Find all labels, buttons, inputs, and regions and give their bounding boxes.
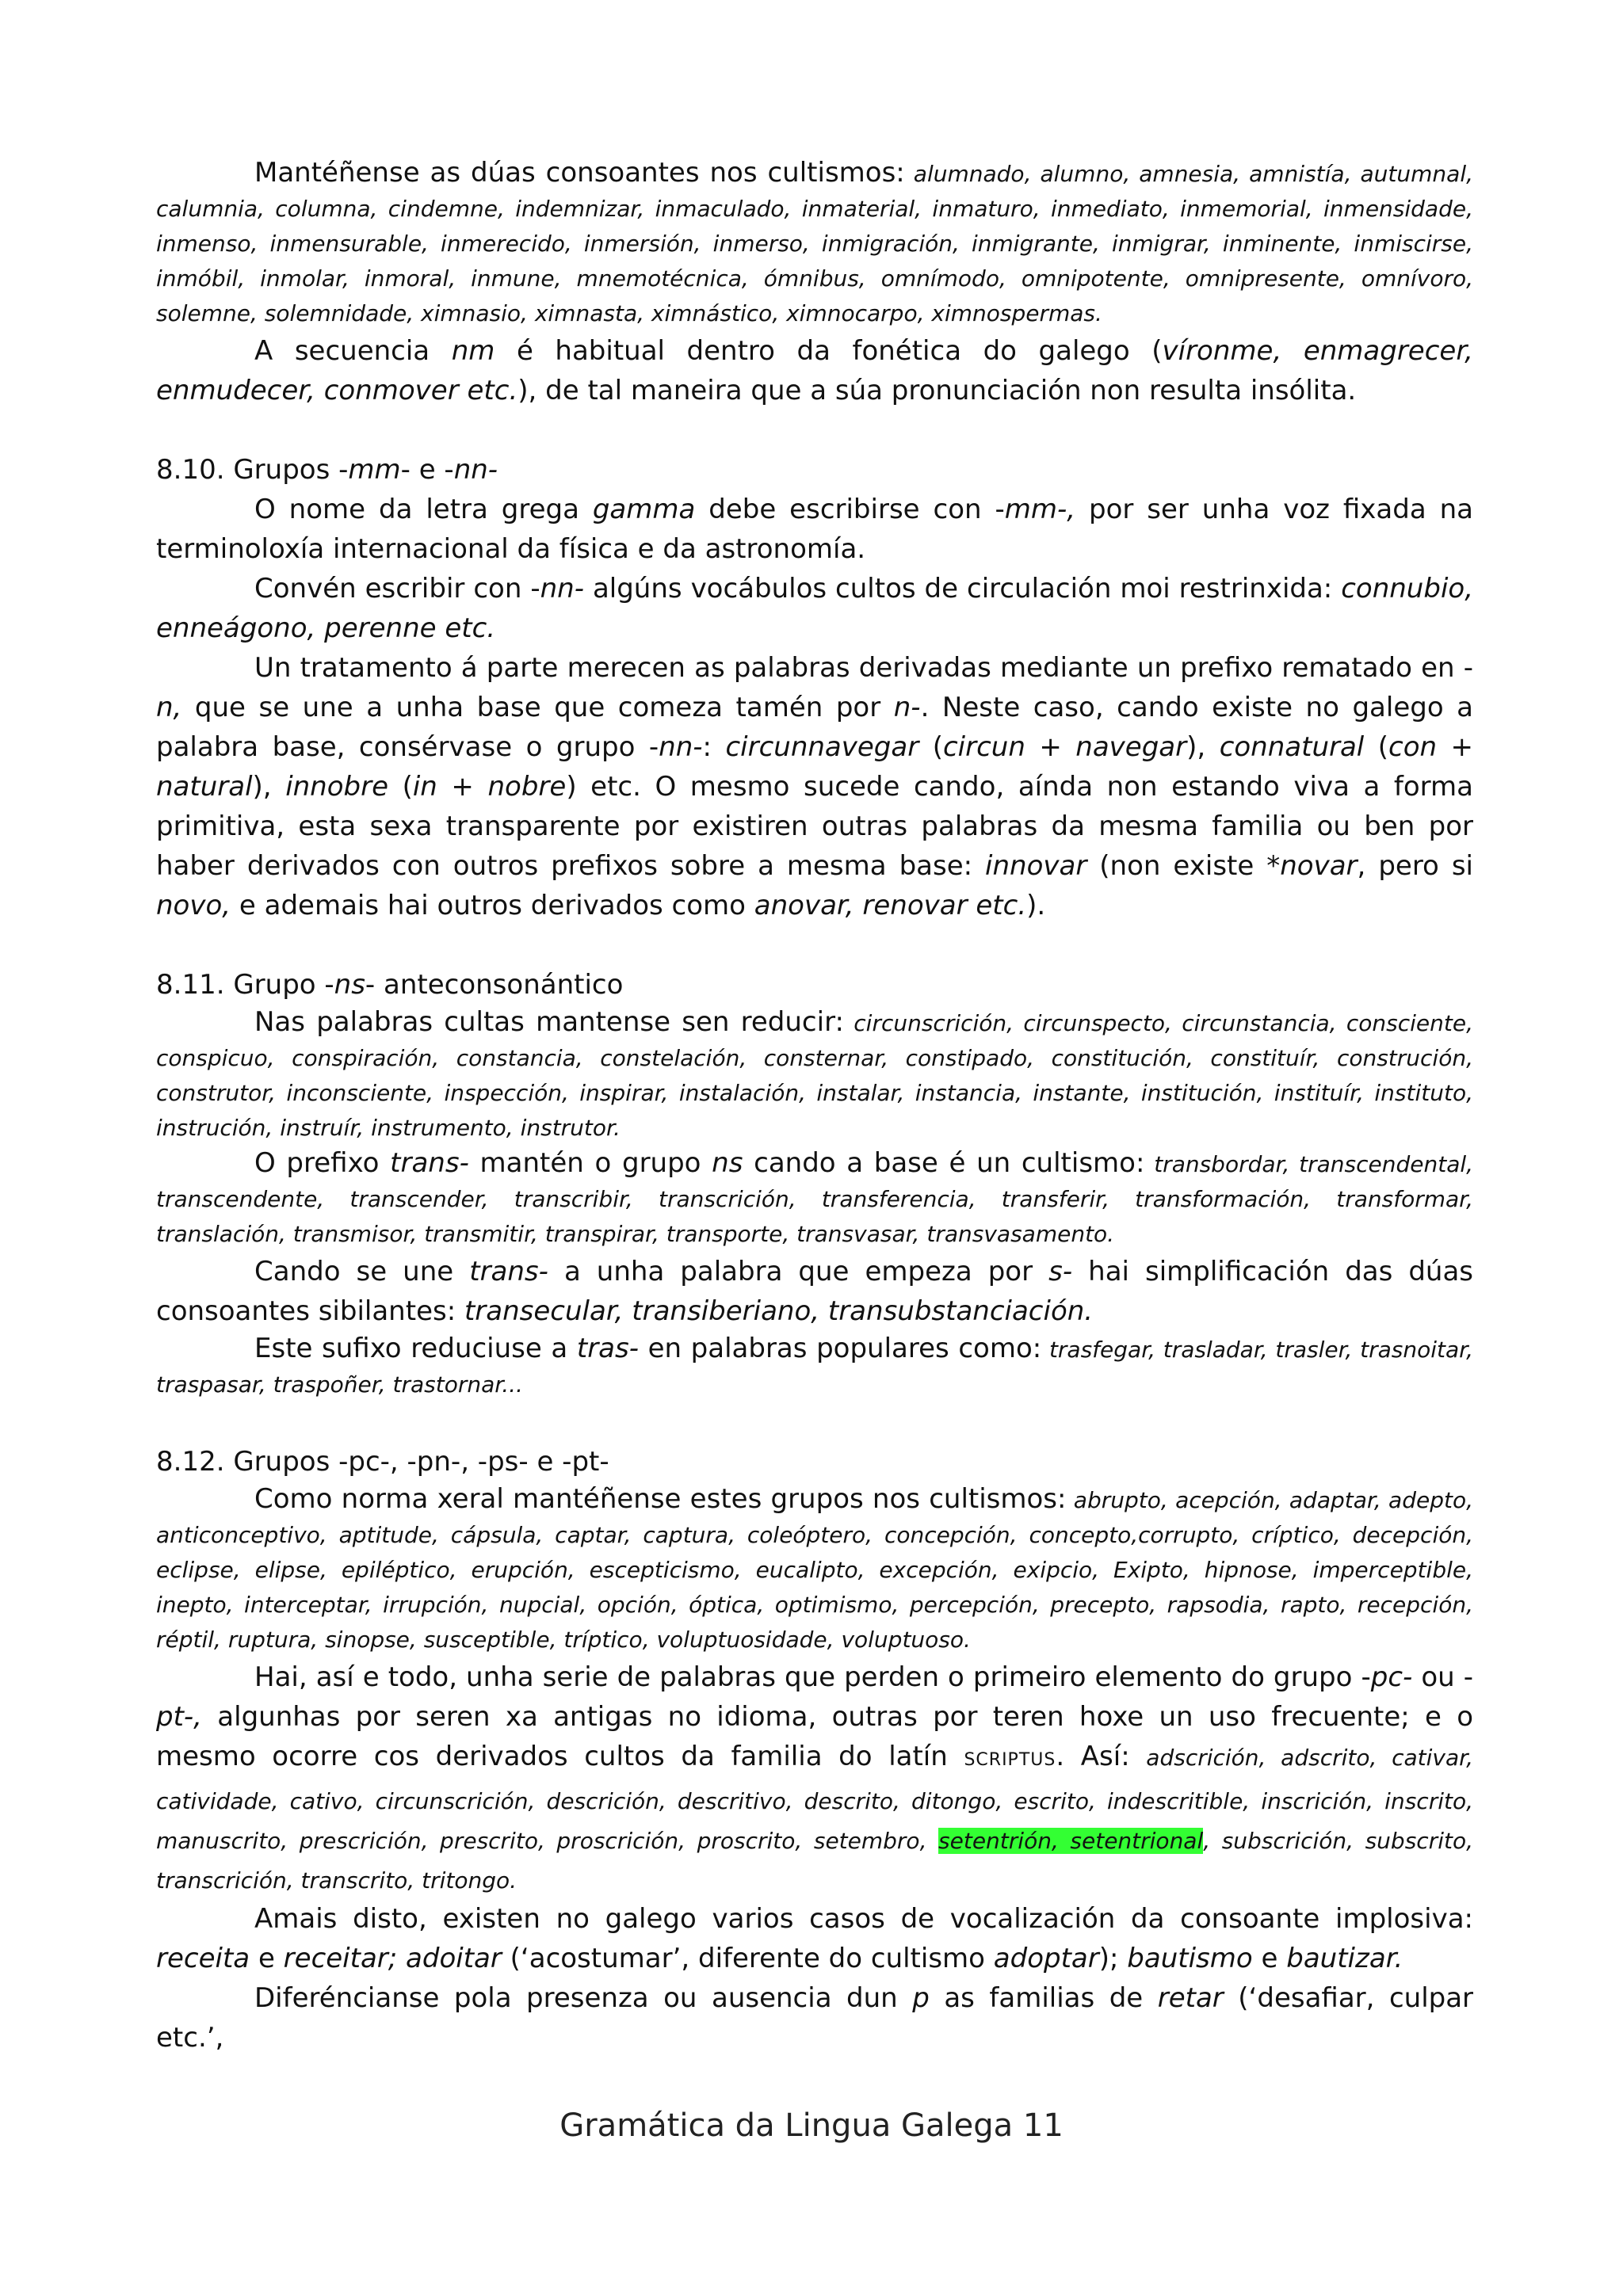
- text-run: n,: [156, 692, 182, 723]
- paragraph-trans-prefix: [156, 1146, 1473, 1252]
- text-run: O nome da letra grega: [254, 494, 579, 525]
- text-run: connubio, enneágono, perenne etc.: [156, 573, 1473, 644]
- text-run: nn-: [453, 454, 498, 486]
- text-run: ou -: [1421, 1661, 1473, 1693]
- text-run: - anteconsonántico: [365, 969, 624, 1001]
- text-run: (‘acostumar’, diferente do cultismo: [510, 1943, 985, 1974]
- text-run: mm-,: [1004, 494, 1076, 525]
- paragraph-p-groups: [156, 1482, 1473, 1657]
- text-run: cando a base é un cultismo:: [754, 1147, 1145, 1179]
- text-run: Hai, así e todo, unha serie de palabras que perden o primeiro elemento do grupo -: [254, 1661, 1371, 1693]
- text-run: , pero si: [1357, 850, 1473, 882]
- text-run: ns: [712, 1147, 743, 1179]
- text-run: p: [912, 1982, 930, 2014]
- text-run: s-: [1048, 1256, 1073, 1287]
- text-run: O prefixo: [254, 1147, 380, 1179]
- text-run: abrupto, acepción, adaptar, adepto, anticonceptivo, aptitude, cápsula, captar, captura, coleóptero, concepción, concepto,corrupto, críptico, decepción, eclipse, elipse, epiléptico, erupción, escepticismo, eucalipto, excepción, exipcio, Exipto, hipnose, imperceptible, inepto, interceptar, irrupción, nupcial, opción, óptica, optimismo, percepción, precepto, rapsodia, rapto, recepción, réptil, ruptura, sinopse, susceptible, tríptico, voluptuosidade, voluptuoso.: [156, 1487, 1473, 1653]
- text-run: (‘desafiar, culpar etc.’,: [156, 1982, 1474, 2054]
- text-run: ), de tal maneira que a súa pronunciación non resulta insólita.: [517, 375, 1357, 406]
- text-run: mm: [348, 454, 401, 486]
- section-heading-8-11: [156, 965, 1473, 1005]
- paragraph-trans-s: [156, 1252, 1473, 1331]
- text-run: *novar: [1266, 850, 1358, 882]
- text-run: Este sufixo reduciuse a: [254, 1333, 568, 1364]
- text-run: a unha palabra que empeza por: [563, 1256, 1033, 1287]
- text-run: circunnavegar: [725, 731, 919, 763]
- text-run: debe escribirse con -: [708, 494, 1005, 525]
- text-run: víronme, enmagrecer, enmudecer, conmover etc.: [156, 335, 1473, 406]
- text-run: tras-: [576, 1333, 639, 1364]
- text-run: (: [932, 731, 943, 763]
- text-run: Amais disto, existen no galego varios casos de vocalización da consoante implosiva:: [254, 1903, 1473, 1935]
- text-run: pc-: [1370, 1661, 1413, 1693]
- paragraph-retar: [156, 1978, 1473, 2058]
- text-run: anovar, renovar etc.: [754, 890, 1027, 921]
- highlighted-text: setentrión, setentrional: [938, 1828, 1204, 1854]
- text-run: bautizar.: [1286, 1943, 1403, 1974]
- text-run: ) etc. O mesmo sucede cando, aínda non estando viva a forma primitiva, esta sexa transparente por existiren outras palabras da mesma familia ou ben por haber derivados con outros prefixos sobre a mesma base:: [156, 771, 1473, 882]
- text-run: algunhas por seren xa antigas no idioma, outras por teren hoxe un uso frecuente; e o mesmo ocorre cos derivados cultos da familia do latín: [156, 1701, 1474, 1772]
- text-run: A secuencia: [254, 335, 430, 367]
- paragraph-scriptus: [156, 1657, 1473, 1899]
- text-run: bautismo: [1127, 1943, 1253, 1974]
- text-run: Convén escribir con -: [254, 573, 540, 605]
- paragraph-nn-cultisms: [156, 569, 1473, 648]
- text-run: transecular, transiberiano, transubstanciación.: [464, 1295, 1094, 1327]
- document-body: [156, 155, 1473, 2058]
- text-run: Diferéncianse pola presenza ou ausencia dun: [254, 1982, 898, 2014]
- text-run: e: [258, 1943, 275, 1974]
- text-run: innobre: [285, 771, 389, 803]
- text-run: novo,: [156, 890, 231, 921]
- paragraph-prefix-n: [156, 648, 1473, 925]
- text-run: ),: [1186, 731, 1206, 763]
- text-run: Como norma xeral mantéñense estes grupos nos cultismos:: [254, 1483, 1067, 1515]
- text-run: connatural: [1219, 731, 1365, 763]
- text-run: nn-: [659, 731, 703, 763]
- text-run: 8.10. Grupos -: [156, 454, 349, 486]
- text-run: 8.11. Grupo -: [156, 969, 334, 1001]
- paragraph-tras: [156, 1331, 1473, 1402]
- text-run: que se une a unha base que comeza tamén por: [194, 692, 881, 723]
- text-run: Mantéñense as dúas consoantes nos cultismos:: [254, 157, 905, 189]
- text-run: SCRIPTUS: [964, 1750, 1056, 1770]
- text-run: ),: [252, 771, 272, 803]
- text-run: receita: [156, 1943, 250, 1974]
- text-run: e ademais hai outros derivados como: [239, 890, 746, 921]
- text-run: con + natural: [156, 731, 1474, 803]
- text-run: en palabras populares como:: [647, 1333, 1042, 1364]
- text-run: (non existe: [1099, 850, 1254, 882]
- text-run: mantén o grupo: [479, 1147, 701, 1179]
- text-run: as familias de: [944, 1982, 1144, 2014]
- text-run: (: [1377, 731, 1389, 763]
- text-run: transbordar, transcendental, transcendente, transcender, transcribir, transcrición, transferencia, transferir, transformación, transformar, translación, transmisor, transmitir, transpirar, transporte, transvasar, transvasamento.: [156, 1151, 1474, 1247]
- text-run: , subscrición, subscrito, transcrición, transcrito, tritongo.: [156, 1828, 1473, 1894]
- paragraph-cultisms-mn: [156, 155, 1473, 331]
- text-run: trans-: [390, 1147, 469, 1179]
- text-run: (: [402, 771, 413, 803]
- page-footer: Gramática da Lingua Galega 11: [559, 2107, 1064, 2144]
- section-heading-8-12: 8.12. Grupos -pc-, -pn-, -ps- e -pt-: [156, 1446, 609, 1478]
- text-run: pt-,: [156, 1701, 202, 1733]
- text-run: adscrición, adscrito, cativar, catividade, cativo, circunscrición, descrición, descritivo, descrito, ditongo, escrito, indescritible, inscrición, inscrito, manuscrito, prescrición, prescrito, proscrición, proscrito, setembro,: [156, 1745, 1474, 1854]
- text-run: por ser unha voz fixada na terminoloxía internacional da física e da astronomía.: [156, 494, 1473, 565]
- section-heading-8-10: [156, 450, 1473, 490]
- text-run: n-: [893, 692, 921, 723]
- text-run: hai simplificación das dúas consoantes sibilantes:: [156, 1256, 1474, 1327]
- text-run: algúns vocábulos cultos de circulación moi restrinxida:: [592, 573, 1333, 605]
- text-run: :: [702, 731, 712, 763]
- text-run: - e -: [400, 454, 454, 486]
- text-run: trasfegar, trasladar, trasler, trasnoitar, traspasar, traspoñer, trastornar...: [156, 1337, 1474, 1398]
- text-run: nn-: [540, 573, 584, 605]
- text-run: ).: [1026, 890, 1046, 921]
- text-run: trans-: [469, 1256, 548, 1287]
- text-run: . Así:: [1056, 1741, 1130, 1772]
- paragraph-nm-sequence: [156, 331, 1473, 410]
- text-run: circunscrición, circunspecto, circunstancia, consciente, conspicuo, conspiración, constancia, constelación, consternar, constipado, constitución, constituír, construción, construtor, inconsciente, inspección, inspirar, instalación, instalar, instancia, instante, institución, instituír, instituto, instrución, instruír, instrumento, instrutor.: [156, 1010, 1474, 1141]
- paragraph-ns-cultisms: [156, 1005, 1473, 1146]
- text-run: receitar; adoitar: [283, 1943, 502, 1974]
- text-run: e: [1261, 1943, 1278, 1974]
- paragraph-gamma: [156, 490, 1473, 569]
- text-run: Nas palabras cultas mantense sen reducir:: [254, 1006, 844, 1038]
- text-run: adoptar: [993, 1943, 1099, 1974]
- text-run: alumnado, alumno, amnesia, amnistía, autumnal, calumnia, columna, cindemne, indemnizar, inmaculado, inmaterial, inmaturo, inmediato, inmemorial, inmensidade, inmenso, inmensurable, inmerecido, inmersión, inmerso, inmigración, inmigrante, inmigrar, inminente, inmiscirse, inmóbil, inmolar, inmoral, inmune, mnemotécnica, ómnibus, omnímodo, omnipotente, omnipresente, omnívoro, solemne, solemnidade, ximnasio, ximnasta, ximnástico, ximnocarpo, ximnospermas.: [156, 161, 1473, 326]
- text-run: ns: [334, 969, 365, 1001]
- text-run: . Neste caso, cando existe no galego a palabra base, consérvase o grupo -: [156, 692, 1473, 763]
- paragraph-vocalization: [156, 1899, 1473, 1978]
- text-run: gamma: [592, 494, 696, 525]
- text-run: );: [1098, 1943, 1119, 1974]
- text-run: Cando se une: [254, 1256, 454, 1287]
- text-run: circun + navegar: [942, 731, 1187, 763]
- text-run: in + nobre: [412, 771, 567, 803]
- text-run: nm: [451, 335, 495, 367]
- text-run: Un tratamento á parte merecen as palabras derivadas mediante un prefixo rematado en -: [254, 652, 1473, 684]
- text-run: innovar: [985, 850, 1087, 882]
- text-run: retar: [1157, 1982, 1224, 2014]
- text-run: é habitual dentro da fonética do galego (: [516, 335, 1163, 367]
